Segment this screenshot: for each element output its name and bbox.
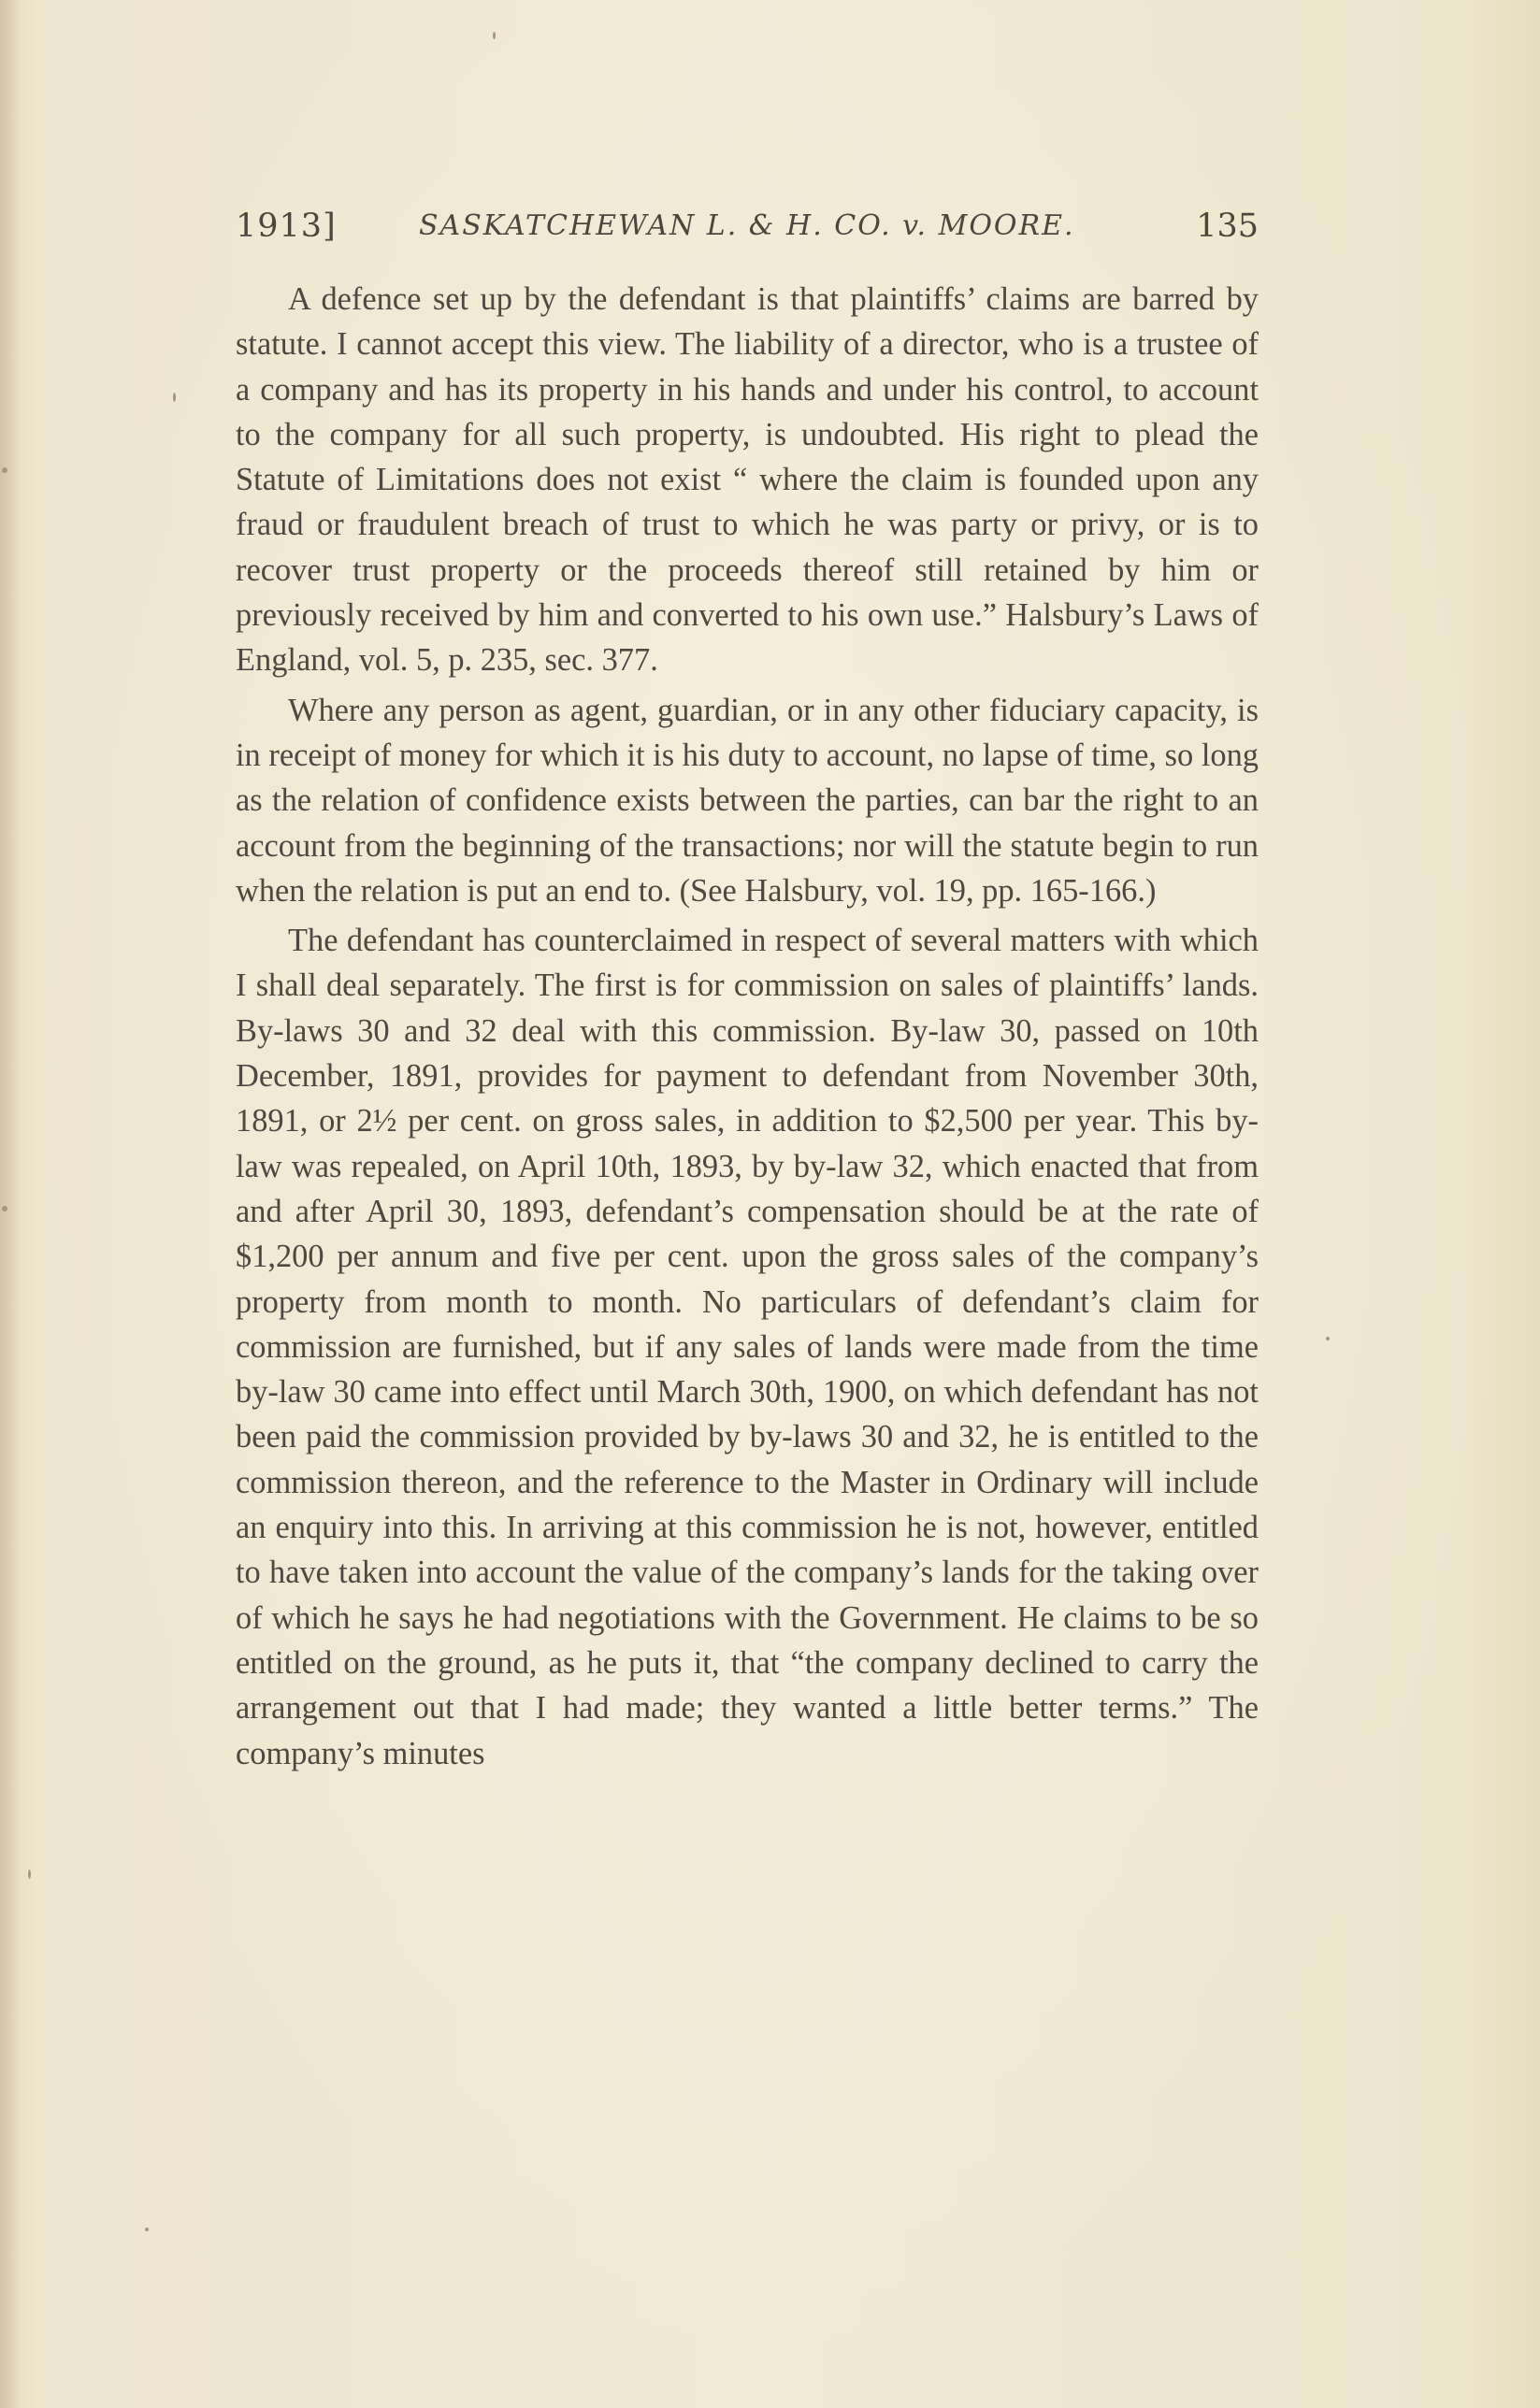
paragraph-fiduciary: Where any person as agent, guardian, or in any other fiduciary capacity, is in receipt of money for which it is his duty to account, no lapse of time, so long as the relation of confidence exists between the parties, can bar the right to an account from the beginning of the transactions; nor will the statute begin to run when the relation is put an end to. (See Halsbury, vol. 19, pp. 165-166.) [236, 692, 1259, 909]
header-year: 1913] [236, 208, 337, 245]
paragraph-counterclaim: The defendant has counterclaimed in respect of several matters with which I shall deal separately. The first is for commission on sales of plaintiffs’ lands. By-laws 30 and 32 deal with this commission. By-law 30, passed on 10th December, 1891, provides for payment to defendant from November 30th, 1891, or 2½ per cent. on gross sales, in addition to $2,500 per year. This by-law was repealed, on April 10th, 1893, by by-law 32, which enacted that from and after April 30, 1893, defendant’s compensation should be at the rate of $1,200 per annum and five per cent. upon the gross sales of the company’s property from month to month. No particulars of defendant’s claim for commission are furnished, but if any sales of lands were made from the time by-law 30 came into effect until March 30th, 1900, on which defendant has not been paid the commission provided by by-laws 30 and 32, he is entitled to the commission thereon, and the reference to the Master in Ordinary will include an enquiry into this. In arriving at this commission he is not, however, entitled to have taken into account the value of the company’s lands for the taking over of which he says he had negotiations with the Government. He claims to be so entitled on the ground, as he puts it, that “the company declined to carry the arrangement out that I had made; they wanted a little better terms.” The company’s minutes [236, 923, 1259, 1771]
paper-speck [493, 32, 496, 39]
paragraph-statute-defence: A defence set up by the defendant is that plaintiffs’ claims are barred by statute. I cannot accept this view. The liability of a director, who is a trustee of a company and has its property in his hands and under his control, to account to the company for all such property, is undoubted. His right to plead the Statute of Limitations does not exist “ where the claim is founded upon any fraud or fraudulent breach of trust to which he was party or privy, or is to recover trust property or the proceeds thereof still retained by him or previously received by him and converted to his own use.” Halsbury’s Laws of England, vol. 5, p. 235, sec. 377. [236, 281, 1259, 679]
header-case-title: SASKATCHEWAN L. & H. CO. v. MOORE. [419, 209, 1075, 242]
paper-speck [28, 1870, 31, 1879]
paper-speck [2, 467, 7, 473]
page-number: 135 [1196, 208, 1259, 245]
paper-speck [1326, 1337, 1330, 1340]
paper-speck [173, 393, 176, 402]
paper-speck [2, 1206, 7, 1211]
body-text [236, 277, 1259, 1781]
paper-speck [145, 2228, 149, 2231]
running-header [236, 200, 1259, 256]
page-edge-shadow [0, 0, 21, 2408]
